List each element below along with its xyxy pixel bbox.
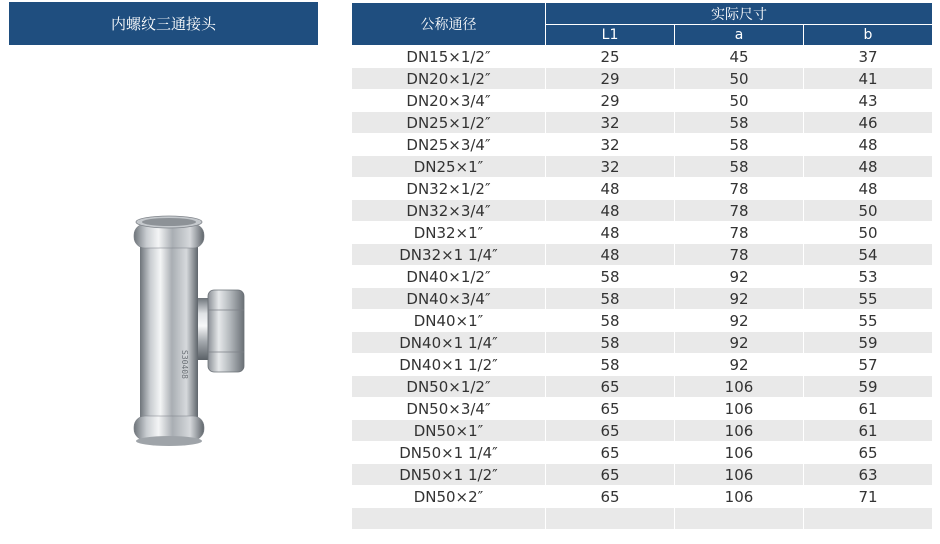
cell-nominal: DN50×1/2″	[352, 376, 546, 398]
cell-a: 58	[675, 134, 804, 156]
cell-b: 50	[804, 222, 933, 244]
cell-b: 59	[804, 332, 933, 354]
cell-l1: 65	[546, 420, 675, 442]
table-row	[352, 332, 933, 354]
cell-b: 61	[804, 398, 933, 420]
cell-l1: 58	[546, 310, 675, 332]
spec-table-body	[352, 46, 933, 530]
cell-a: 92	[675, 266, 804, 288]
cell-nominal: DN32×1/2″	[352, 178, 546, 200]
cell-nominal: DN40×1/2″	[352, 266, 546, 288]
cell-a: 106	[675, 464, 804, 486]
cell-empty	[675, 508, 804, 530]
cell-l1: 32	[546, 156, 675, 178]
table-row	[352, 398, 933, 420]
cell-b: 53	[804, 266, 933, 288]
cell-a: 58	[675, 112, 804, 134]
cell-l1: 58	[546, 332, 675, 354]
cell-a: 92	[675, 288, 804, 310]
cell-l1: 29	[546, 68, 675, 90]
cell-b: 55	[804, 310, 933, 332]
cell-b: 59	[804, 376, 933, 398]
cell-nominal: DN25×1″	[352, 156, 546, 178]
cell-nominal: DN20×3/4″	[352, 90, 546, 112]
table-row-empty	[352, 508, 933, 530]
table-row	[352, 134, 933, 156]
cell-l1: 58	[546, 354, 675, 376]
cell-empty	[352, 508, 546, 530]
cell-nominal: DN32×1″	[352, 222, 546, 244]
cell-b: 71	[804, 486, 933, 508]
cell-nominal: DN50×1 1/2″	[352, 464, 546, 486]
cell-a: 106	[675, 442, 804, 464]
cell-l1: 29	[546, 90, 675, 112]
cell-a: 106	[675, 376, 804, 398]
cell-nominal: DN32×1 1/4″	[352, 244, 546, 266]
table-row	[352, 310, 933, 332]
cell-a: 106	[675, 486, 804, 508]
cell-b: 55	[804, 288, 933, 310]
cell-nominal: DN32×3/4″	[352, 200, 546, 222]
cell-b: 48	[804, 134, 933, 156]
cell-nominal: DN50×2″	[352, 486, 546, 508]
product-marking: S30408	[180, 350, 189, 379]
cell-a: 78	[675, 178, 804, 200]
spec-table	[351, 2, 933, 530]
cell-nominal: DN15×1/2″	[352, 46, 546, 68]
table-row	[352, 46, 933, 68]
cell-a: 92	[675, 310, 804, 332]
cell-nominal: DN20×1/2″	[352, 68, 546, 90]
cell-nominal: DN25×1/2″	[352, 112, 546, 134]
cell-nominal: DN40×3/4″	[352, 288, 546, 310]
cell-l1: 58	[546, 288, 675, 310]
cell-b: 57	[804, 354, 933, 376]
tee-fitting-image	[120, 200, 380, 460]
cell-nominal: DN40×1″	[352, 310, 546, 332]
table-row	[352, 112, 933, 134]
cell-a: 92	[675, 354, 804, 376]
table-row	[352, 420, 933, 442]
cell-nominal: DN50×3/4″	[352, 398, 546, 420]
table-row	[352, 68, 933, 90]
cell-l1: 58	[546, 266, 675, 288]
header-a: a	[675, 25, 804, 46]
table-row	[352, 266, 933, 288]
table-row	[352, 464, 933, 486]
cell-b: 43	[804, 90, 933, 112]
cell-empty	[804, 508, 933, 530]
table-row	[352, 90, 933, 112]
cell-nominal: DN40×1 1/4″	[352, 332, 546, 354]
cell-l1: 32	[546, 134, 675, 156]
cell-b: 48	[804, 178, 933, 200]
cell-l1: 48	[546, 178, 675, 200]
product-title: 内螺纹三通接头	[9, 2, 318, 45]
cell-nominal: DN50×1 1/4″	[352, 442, 546, 464]
cell-a: 106	[675, 398, 804, 420]
cell-l1: 65	[546, 398, 675, 420]
cell-l1: 48	[546, 222, 675, 244]
cell-l1: 32	[546, 112, 675, 134]
cell-nominal: DN50×1″	[352, 420, 546, 442]
header-l1: L1	[546, 25, 675, 46]
cell-l1: 48	[546, 244, 675, 266]
cell-b: 46	[804, 112, 933, 134]
table-row	[352, 200, 933, 222]
cell-b: 48	[804, 156, 933, 178]
table-row	[352, 156, 933, 178]
cell-a: 58	[675, 156, 804, 178]
cell-l1: 65	[546, 376, 675, 398]
cell-b: 41	[804, 68, 933, 90]
cell-a: 78	[675, 244, 804, 266]
header-nominal-diameter: 公称通径	[352, 3, 546, 46]
cell-a: 78	[675, 200, 804, 222]
cell-b: 61	[804, 420, 933, 442]
cell-b: 63	[804, 464, 933, 486]
cell-a: 45	[675, 46, 804, 68]
table-row	[352, 288, 933, 310]
cell-a: 50	[675, 90, 804, 112]
cell-b: 54	[804, 244, 933, 266]
table-row	[352, 178, 933, 200]
cell-nominal: DN25×3/4″	[352, 134, 546, 156]
table-row	[352, 354, 933, 376]
table-row	[352, 222, 933, 244]
cell-l1: 48	[546, 200, 675, 222]
cell-l1: 65	[546, 486, 675, 508]
cell-nominal: DN40×1 1/2″	[352, 354, 546, 376]
cell-a: 106	[675, 420, 804, 442]
cell-b: 65	[804, 442, 933, 464]
cell-a: 78	[675, 222, 804, 244]
cell-empty	[546, 508, 675, 530]
cell-a: 50	[675, 68, 804, 90]
cell-l1: 65	[546, 442, 675, 464]
cell-l1: 25	[546, 46, 675, 68]
table-row	[352, 442, 933, 464]
table-row	[352, 376, 933, 398]
cell-b: 37	[804, 46, 933, 68]
cell-l1: 65	[546, 464, 675, 486]
header-b: b	[804, 25, 933, 46]
table-row	[352, 244, 933, 266]
header-actual-size: 实际尺寸	[546, 3, 933, 25]
cell-b: 50	[804, 200, 933, 222]
table-row	[352, 486, 933, 508]
cell-a: 92	[675, 332, 804, 354]
